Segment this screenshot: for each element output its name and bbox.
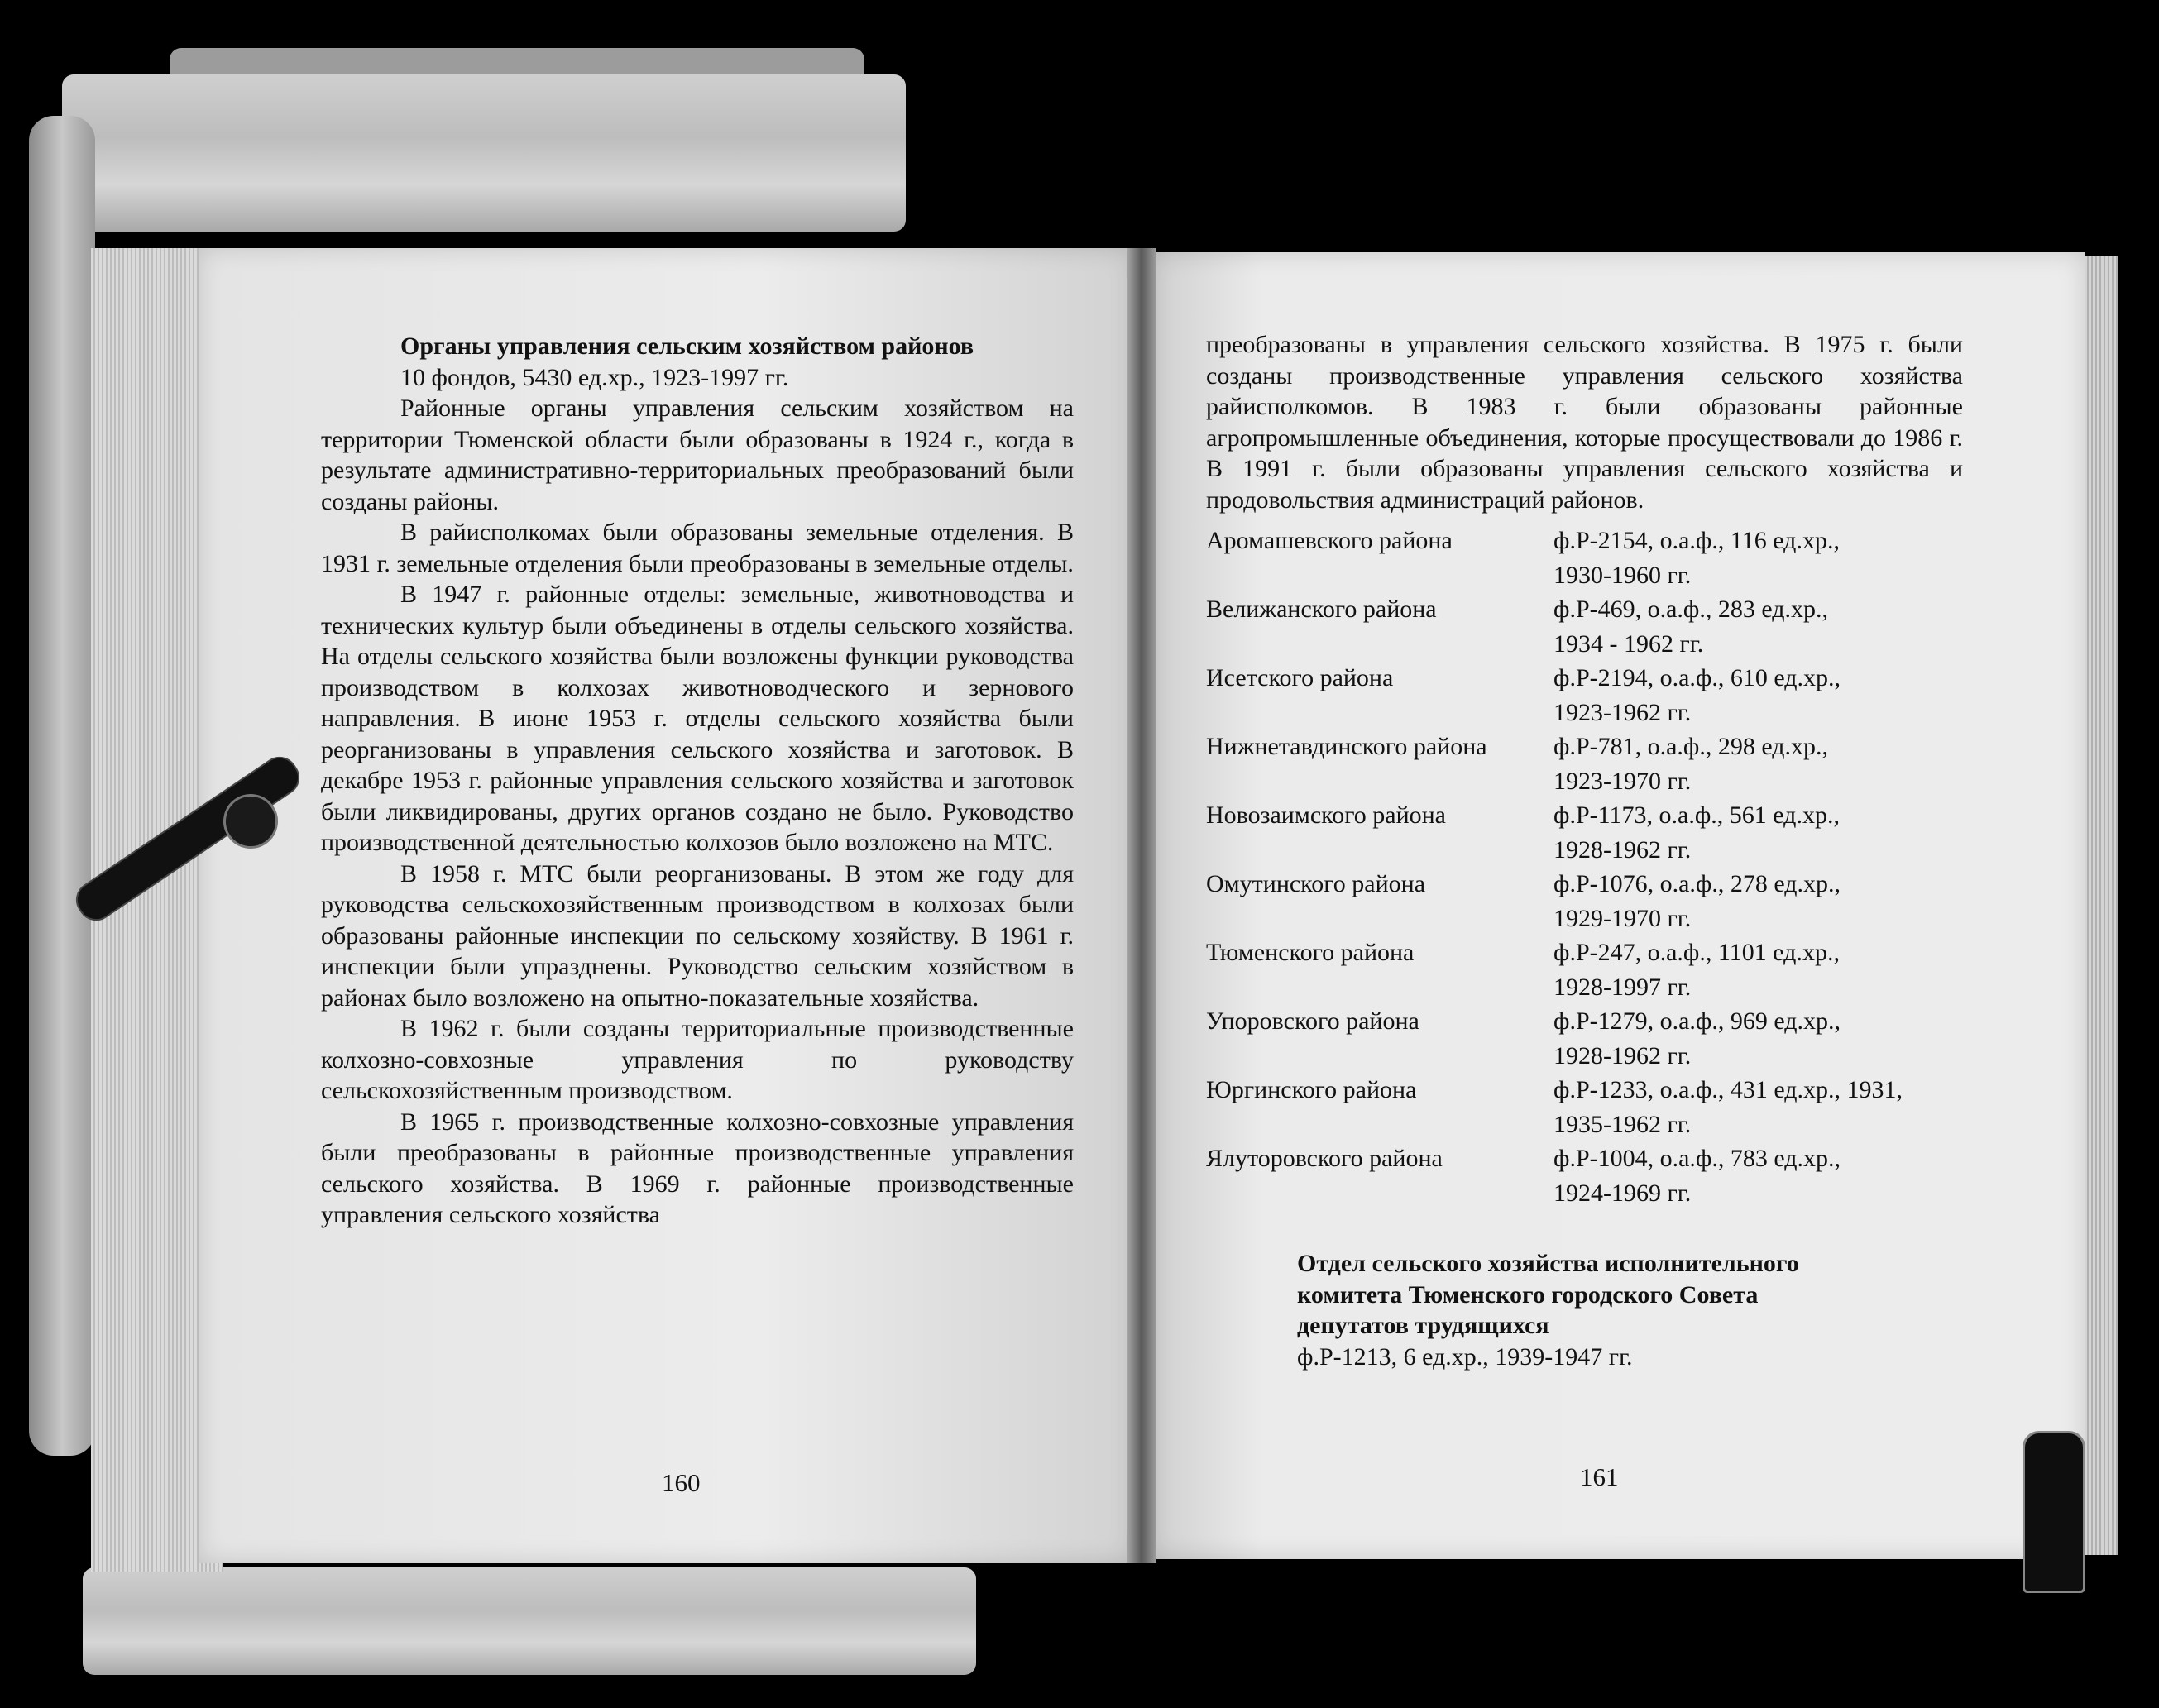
fund-entry [1206,663,1963,728]
fund-years: 1934 - 1962 гг. [1553,629,1704,658]
fund-entry [1206,1006,1963,1071]
fund-entry [1206,937,1963,1002]
fund-years: 1928-1962 гг. [1553,1041,1692,1069]
fund-district: Юргинского района [1206,1076,1417,1103]
section-city-council [1206,1248,1963,1372]
right-page-text [1206,329,1963,1372]
fund-reference: ф.Р-1076, о.а.ф., 278 ед.хр., [1553,870,1841,897]
paragraph: Районные органы управления сельским хозяйством на территории Тюменской области были образованы в 1924 г., когда в результате административно-территориальных преобразований были созданы районы. [321,395,1074,515]
fund-entry [1206,800,1963,865]
book-gutter [1127,248,1156,1563]
fund-entry [1206,1074,1963,1140]
fund-district: Упоровского района [1206,1007,1419,1035]
paragraph: В 1958 г. МТС были реорганизованы. В этом же году для руководства сельскохозяйственным производством в колхозах были образованы районные инспекции по сельскому хозяйству. В 1961 г. инспекции были упразднены. Руководство сельским хозяйством в районах было возложено на опытно-показательные хозяйства. [321,859,1074,1012]
section-heading: Органы управления сельским хозяйством районов [400,333,974,360]
fund-district: Нижнетавдинского района [1206,733,1487,760]
section-heading-line: комитета Тюменского городского Совета [1297,1280,1759,1309]
fund-reference: ф.Р-1279, о.а.ф., 969 ед.хр., [1553,1007,1841,1035]
paragraph: В 1947 г. районные отделы: земельные, животноводства и технических культур были объединены в отделы сельского хозяйства. На отделы сельского хозяйства были возложены функции руководства производством в колхозах животноводческого и зернового направления. В июне 1953 г. отделы сельского хозяйства были реорганизованы в управления сельского хозяйства и заготовок. В декабре 1953 г. районные управления сельского хозяйства и заготовок были ликвидированы, других органов создано не было. Руководство производственной деятельностью колхозов было возложено на МТС. [321,581,1074,856]
left-page-text [321,331,1074,1231]
paragraph-continuation: преобразованы в управления сельского хозяйства. В 1975 г. были созданы производственные управления сельского хозяйства райисполкомов. В 1983 г. были образованы районные агропромышленные объединения, которые просуществовали до 1986 г. В 1991 г. были образованы управления сельского хозяйства и продовольствия администраций районов. [1206,331,1963,514]
page-number-left: 160 [662,1468,701,1497]
page-number-right: 161 [1580,1462,1619,1491]
paragraph: В 1965 г. производственные колхозно-совхозные управления были преобразованы в районные производственные управления сельского хозяйства. В 1969 г. районные производственные управления сельского хозяйства [321,1108,1074,1228]
foam-wrap-left [29,116,95,1456]
fund-district: Аромашевского района [1206,527,1453,554]
fund-entry [1206,731,1963,797]
fund-entry [1206,525,1963,591]
paragraph: В 1962 г. были созданы территориальные производственные колхозно-совхозные управления по руководству сельскохозяйственным производством. [321,1015,1074,1104]
section-summary: ф.Р-1213, 6 ед.хр., 1939-1947 гг. [1297,1342,1633,1371]
fund-years: 1928-1962 гг. [1553,835,1692,864]
fund-years: 1929-1970 гг. [1553,904,1692,932]
fund-entry [1206,868,1963,934]
fund-district: Велижанского района [1206,596,1437,623]
fund-district: Омутинского района [1206,870,1426,897]
fund-district: Тюменского района [1206,939,1415,966]
foam-wrap-bottom [83,1567,976,1675]
paragraph: В райисполкомах были образованы земельные отделения. В 1931 г. земельные отделения были преобразованы в земельные отделы. [321,519,1074,577]
fund-district: Ялуторовского района [1206,1145,1443,1172]
fund-entry [1206,594,1963,659]
fund-years: 1923-1970 гг. [1553,767,1692,795]
foam-wrap-top [62,74,906,232]
fund-reference: ф.Р-781, о.а.ф., 298 ед.хр., [1553,733,1829,760]
fund-years: 1935-1962 гг. [1553,1110,1692,1138]
fund-list [1206,525,1963,1208]
fund-reference: ф.Р-2154, о.а.ф., 116 ед.хр., [1553,527,1840,554]
section-heading-line: Отдел сельского хозяйства исполнительного [1297,1250,1799,1277]
fund-district: Новозаимского района [1206,801,1446,829]
fund-reference: ф.Р-469, о.а.ф., 283 ед.хр., [1553,596,1829,623]
fund-reference: ф.Р-247, о.а.ф., 1101 ед.хр., [1553,939,1840,966]
fund-years: 1928-1997 гг. [1553,973,1692,1001]
fund-years: 1930-1960 гг. [1553,561,1692,589]
section-heading-line: депутатов трудящихся [1297,1312,1549,1339]
fund-years: 1923-1962 гг. [1553,698,1692,726]
fund-years: 1924-1969 гг. [1553,1179,1692,1207]
fund-reference: ф.Р-1004, о.а.ф., 783 ед.хр., [1553,1145,1841,1172]
bookmark-ribbon-right [2023,1431,2085,1593]
fund-entry [1206,1143,1963,1208]
fund-reference: ф.Р-1233, о.а.ф., 431 ед.хр., 1931, [1553,1076,1903,1103]
section-summary: 10 фондов, 5430 ед.хр., 1923-1997 гг. [400,363,789,391]
fund-reference: ф.Р-1173, о.а.ф., 561 ед.хр., [1553,801,1840,829]
fund-district: Исетского района [1206,664,1394,691]
fund-reference: ф.Р-2194, о.а.ф., 610 ед.хр., [1553,664,1841,691]
